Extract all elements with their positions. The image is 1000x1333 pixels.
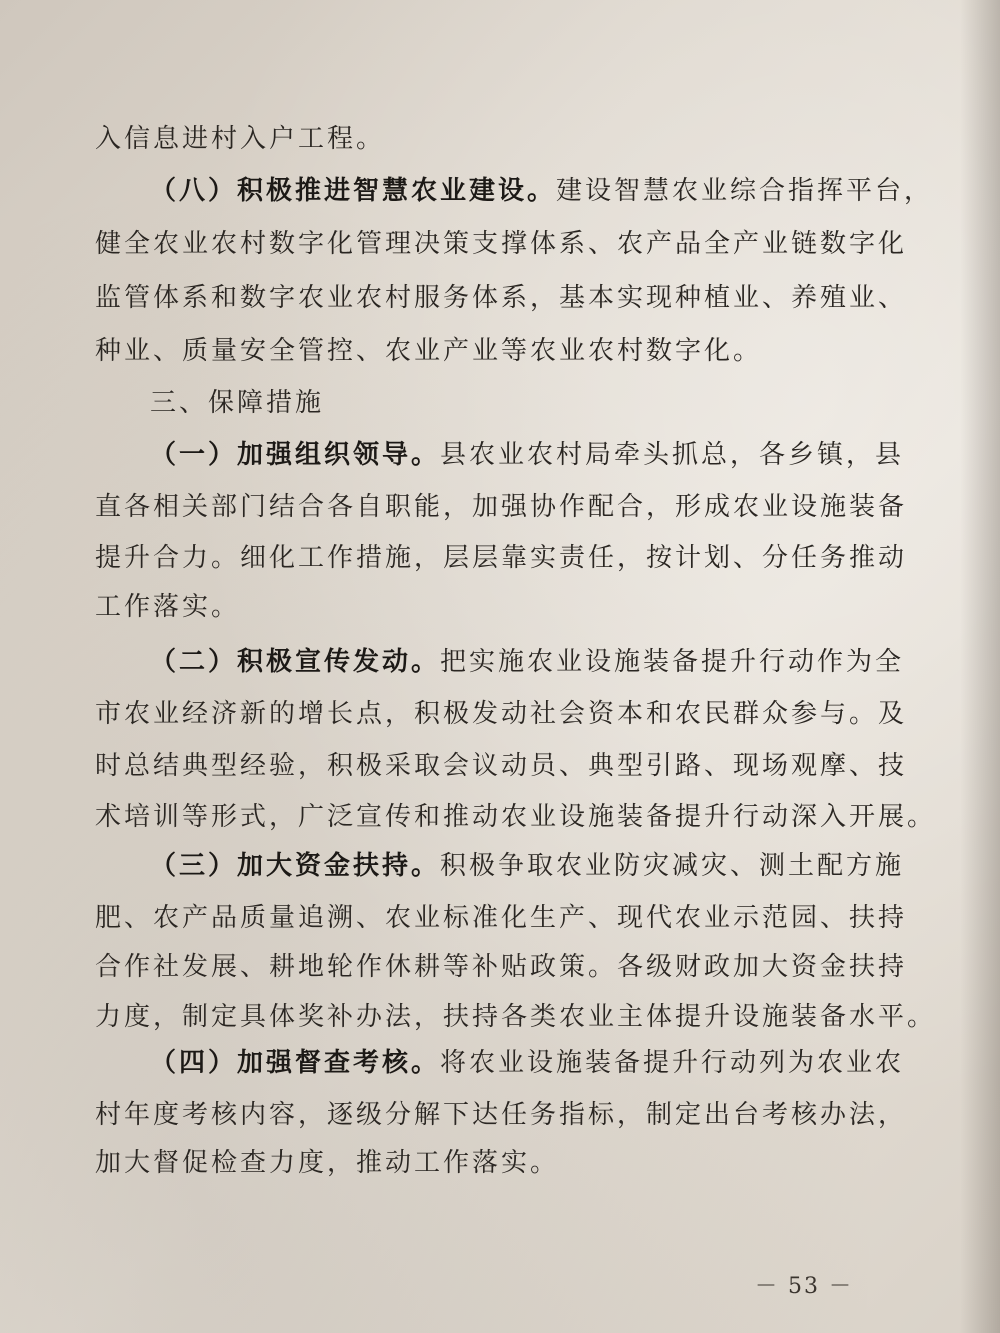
section-heading-three: （三）加大资金扶持。 (150, 851, 441, 881)
section-two-line (150, 645, 905, 679)
text-line: 时总结典型经验，积极采取会议动员、典型引路、现场观摩、技 (95, 751, 908, 781)
section-text: 将农业设施装备提升行动列为农业农 (440, 1048, 905, 1078)
text-line: 肥、农产品质量追溯、农业标准化生产、现代农业示范园、扶持 (95, 903, 908, 933)
text-line: 村年度考核内容，逐级分解下达任务指标，制定出台考核办法， (95, 1100, 908, 1130)
section-text: 积极争取农业防灾减灾、测土配方施 (440, 851, 905, 881)
section-one-line (150, 438, 905, 472)
section-three-line (150, 849, 905, 883)
section-four-line (150, 1046, 905, 1080)
text-line: 直各相关部门结合各自职能，加强协作配合，形成农业设施装备 (95, 492, 908, 522)
text-line: 健全农业农村数字化管理决策支撑体系、农产品全产业链数字化 (95, 229, 908, 259)
text-line: 力度，制定具体奖补办法，扶持各类农业主体提升设施装备水平。 (95, 1002, 937, 1032)
text-line: 入信息进村入户工程。 (95, 124, 386, 154)
section-heading-eight: （八）积极推进智慧农业建设。 (150, 176, 557, 206)
text-line: 工作落实。 (95, 592, 241, 622)
text-line: 提升合力。细化工作措施，层层靠实责任，按计划、分任务推动 (95, 543, 908, 573)
chapter-heading-safeguards: 三、保障措施 (150, 388, 325, 418)
section-text: 建设智慧农业综合指挥平台， (556, 176, 934, 206)
section-heading-one: （一）加强组织领导。 (150, 440, 441, 470)
section-heading-two: （二）积极宣传发动。 (150, 647, 441, 677)
text-line: 术培训等形式，广泛宣传和推动农业设施装备提升行动深入开展。 (95, 802, 937, 832)
text-line: 市农业经济新的增长点，积极发动社会资本和农民群众参与。及 (95, 699, 908, 729)
page-number: － 53 － (755, 1274, 853, 1299)
section-text: 把实施农业设施装备提升行动作为全 (440, 647, 905, 677)
section-eight-line (150, 174, 934, 208)
text-line: 加大督促检查力度，推动工作落实。 (95, 1148, 560, 1178)
text-line: 种业、质量安全管控、农业产业等农业农村数字化。 (95, 336, 763, 366)
page-edge-shadow (960, 0, 1000, 1333)
section-heading-four: （四）加强督查考核。 (150, 1048, 441, 1078)
section-text: 县农业农村局牵头抓总，各乡镇，县 (440, 440, 905, 470)
text-line: 合作社发展、耕地轮作休耕等补贴政策。各级财政加大资金扶持 (95, 952, 908, 982)
text-line: 监管体系和数字农业农村服务体系，基本实现种植业、养殖业、 (95, 283, 908, 313)
